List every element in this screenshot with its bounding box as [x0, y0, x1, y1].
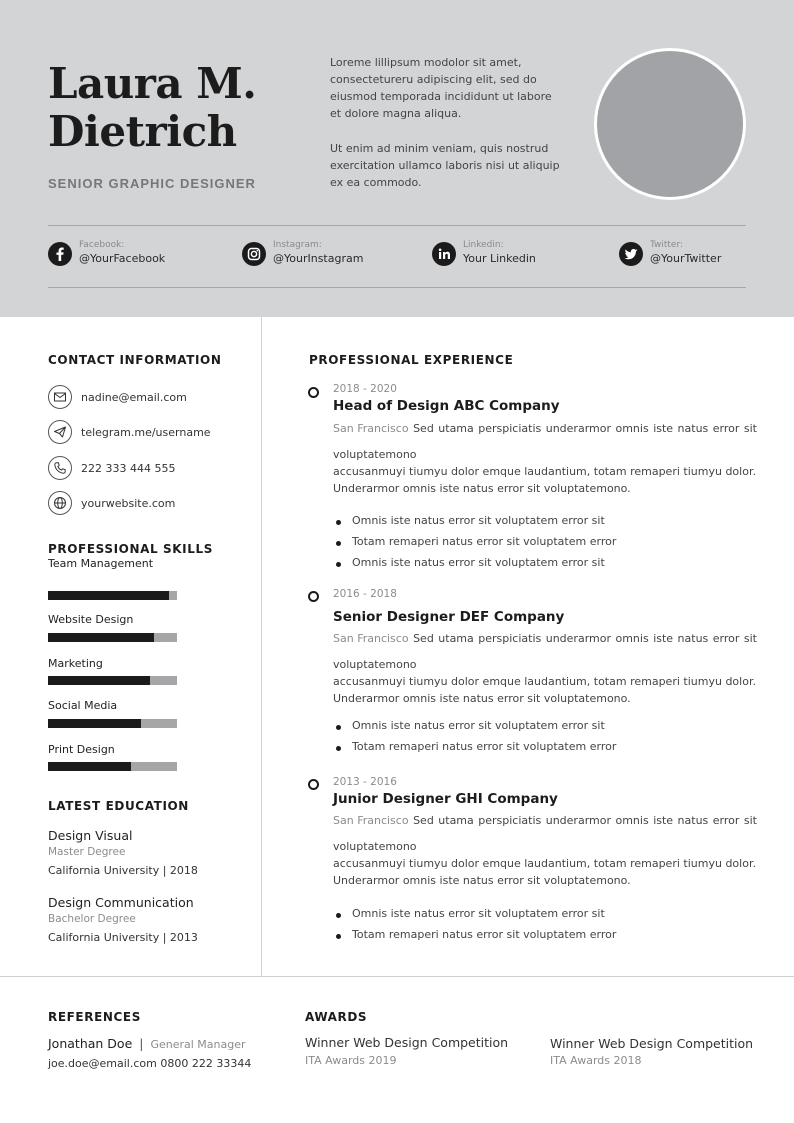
- skill-label: Website Design: [48, 613, 134, 626]
- footer-divider: [0, 976, 794, 977]
- instagram-icon: [242, 242, 266, 266]
- header-divider-bottom: [48, 287, 746, 288]
- bullet-text: Totam remaperi natus error sit voluptatem error: [352, 740, 617, 753]
- job-description-line-4: Underarmor omnis iste natus error sit voluptatemono.: [333, 692, 631, 705]
- social-value: @YourFacebook: [79, 252, 166, 265]
- job-description-line-3: accusanmuyi tiumyu dolor emque laudantium, totam remaperi tiumyu dolor.: [333, 857, 756, 870]
- job-years: 2018 - 2020: [333, 383, 397, 395]
- job-description-line-3: accusanmuyi tiumyu dolor emque laudantium, totam remaperi tiumyu dolor.: [333, 675, 756, 688]
- desc-word: error: [712, 422, 740, 435]
- intro-paragraph-2: Ut enim ad minim veniam, quis nostrud exercitation ullamco laboris nisi ut aliquip ex ea commodo.: [330, 142, 560, 189]
- job-bullet: [336, 928, 616, 941]
- job-bullet: [336, 719, 605, 732]
- education-degree: Master Degree: [48, 846, 126, 858]
- twitter-icon: [619, 242, 643, 266]
- person-name: [48, 60, 256, 156]
- social-facebook[interactable]: [48, 240, 165, 267]
- job-title: Junior Designer GHI Company: [333, 791, 558, 807]
- contact-text: yourwebsite.com: [81, 496, 176, 510]
- social-value: Your Linkedin: [463, 252, 536, 265]
- desc-word: sit: [743, 632, 757, 645]
- social-label: Instagram:: [273, 240, 322, 250]
- globe-icon: [48, 491, 72, 515]
- telegram-icon: [48, 420, 72, 444]
- desc-word: Sed: [413, 814, 434, 827]
- job-bullet: [336, 514, 605, 527]
- contact-email[interactable]: [48, 385, 187, 409]
- timeline-circle: [308, 591, 319, 602]
- bullet-dot: [336, 746, 341, 751]
- education-course: Design Communication: [48, 895, 194, 910]
- award-subtitle: ITA Awards 2019: [305, 1054, 397, 1067]
- job-description-line-1: [333, 812, 757, 829]
- social-value: @YourInstagram: [273, 252, 364, 265]
- desc-word: natus: [677, 422, 709, 435]
- desc-word: natus: [677, 814, 709, 827]
- reference-name: Jonathan Doe: [48, 1036, 133, 1051]
- job-description: [333, 420, 757, 497]
- skill-label: Team Management: [48, 557, 154, 570]
- skill-bar: [48, 633, 177, 642]
- skill-bar-fill: [48, 676, 150, 685]
- job-description-line-1: [333, 420, 757, 437]
- linkedin-icon: [432, 242, 456, 266]
- skill-bar-fill: [48, 633, 154, 642]
- contact-telegram[interactable]: [48, 420, 211, 444]
- social-value: @YourTwitter: [650, 252, 722, 265]
- bullet-text: Omnis iste natus error sit voluptatem error sit: [352, 907, 605, 920]
- awards-section-title: AWARDS: [305, 1010, 368, 1024]
- desc-word: omnis: [615, 632, 649, 645]
- desc-word: sit: [743, 422, 757, 435]
- timeline-circle: [308, 779, 319, 790]
- desc-word: natus: [677, 632, 709, 645]
- desc-word: utama: [438, 632, 474, 645]
- name-line-1: Laura M.: [48, 59, 257, 108]
- education-school: California University | 2013: [48, 931, 198, 944]
- job-years: 2016 - 2018: [333, 588, 397, 600]
- job-role: SENIOR GRAPHIC DESIGNER: [48, 176, 256, 191]
- job-description-line-4: Underarmor omnis iste natus error sit voluptatemono.: [333, 482, 631, 495]
- column-divider: [261, 317, 262, 977]
- skill-bar: [48, 591, 177, 600]
- skill-label: Print Design: [48, 743, 115, 756]
- job-title: Head of Design ABC Company: [333, 398, 560, 414]
- job-bullet: [336, 907, 605, 920]
- job-bullet: [336, 556, 605, 569]
- desc-word: underarmor: [545, 632, 611, 645]
- email-icon: [48, 385, 72, 409]
- job-title: Senior Designer DEF Company: [333, 609, 565, 625]
- skills-section-title: PROFESSIONAL SKILLS: [48, 542, 213, 556]
- reference-position: General Manager: [150, 1038, 246, 1051]
- job-location: San Francisco: [333, 422, 409, 435]
- header-divider-top: [48, 225, 746, 226]
- skill-bar-fill: [48, 719, 141, 728]
- social-twitter[interactable]: [619, 240, 721, 267]
- contact-website[interactable]: [48, 491, 175, 515]
- bullet-text: Totam remaperi natus error sit voluptatem error: [352, 535, 617, 548]
- desc-word: omnis: [615, 422, 649, 435]
- intro-text: [330, 54, 565, 191]
- social-linkedin[interactable]: [432, 240, 536, 267]
- job-description: [333, 630, 757, 707]
- social-instagram[interactable]: [242, 240, 363, 267]
- education-degree: Bachelor Degree: [48, 913, 136, 925]
- skill-bar-fill: [48, 591, 169, 600]
- job-description-line-2: voluptatemono: [333, 448, 417, 461]
- social-label: Linkedin:: [463, 240, 504, 250]
- job-description-line-2: voluptatemono: [333, 840, 417, 853]
- job-description-line-4: Underarmor omnis iste natus error sit voluptatemono.: [333, 874, 631, 887]
- award-subtitle: ITA Awards 2018: [550, 1054, 642, 1067]
- skill-bar: [48, 676, 177, 685]
- contact-section-title: CONTACT INFORMATION: [48, 353, 222, 367]
- job-description-line-2: voluptatemono: [333, 658, 417, 671]
- desc-word: error: [712, 814, 740, 827]
- bullet-text: Omnis iste natus error sit voluptatem error sit: [352, 719, 605, 732]
- job-bullet: [336, 740, 616, 753]
- phone-icon: [48, 456, 72, 480]
- job-description-line-1: [333, 630, 757, 647]
- job-description-line-3: accusanmuyi tiumyu dolor emque laudantium, totam remaperi tiumyu dolor.: [333, 465, 756, 478]
- bullet-text: Omnis iste natus error sit voluptatem error sit: [352, 556, 605, 569]
- profile-photo-placeholder: [594, 48, 746, 200]
- bullet-dot: [336, 913, 341, 918]
- reference-contact: joe.doe@email.com 0800 222 33344: [48, 1057, 252, 1070]
- desc-word: iste: [653, 422, 674, 435]
- contact-text: telegram.me/username: [81, 425, 211, 439]
- desc-word: perspiciatis: [478, 422, 542, 435]
- skill-label: Marketing: [48, 657, 103, 670]
- award-title: Winner Web Design Competition: [550, 1036, 754, 1051]
- desc-word: underarmor: [545, 422, 611, 435]
- reference-name-line: [48, 1036, 246, 1051]
- bullet-dot: [336, 934, 341, 939]
- references-section-title: REFERENCES: [48, 1010, 141, 1024]
- contact-text: nadine@email.com: [81, 390, 187, 404]
- desc-word: perspiciatis: [478, 632, 542, 645]
- job-location: San Francisco: [333, 632, 409, 645]
- desc-word: sit: [743, 814, 757, 827]
- timeline-circle: [308, 387, 319, 398]
- desc-word: error: [712, 632, 740, 645]
- bullet-text: Omnis iste natus error sit voluptatem error sit: [352, 514, 605, 527]
- reference-separator: |: [139, 1036, 144, 1051]
- desc-word: underarmor: [545, 814, 611, 827]
- contact-text: 222 333 444 555: [81, 461, 176, 475]
- bullet-dot: [336, 562, 341, 567]
- skill-label: Social Media: [48, 699, 118, 712]
- desc-word: utama: [438, 814, 474, 827]
- desc-word: Sed: [413, 422, 434, 435]
- education-course: Design Visual: [48, 828, 133, 843]
- education-section-title: LATEST EDUCATION: [48, 799, 189, 813]
- facebook-icon: [48, 242, 72, 266]
- desc-word: Sed: [413, 632, 434, 645]
- education-school: California University | 2018: [48, 864, 198, 877]
- skill-bar: [48, 719, 177, 728]
- social-label: Facebook:: [79, 240, 125, 250]
- experience-section-title: PROFESSIONAL EXPERIENCE: [309, 353, 514, 367]
- job-bullet: [336, 535, 616, 548]
- intro-paragraph-1: Loreme lillipsum modolor sit amet, consectetureru adipiscing elit, sed do eiusmod temporada incididunt ut labore et dolore magna aliqua.: [330, 56, 552, 120]
- desc-word: omnis: [615, 814, 649, 827]
- desc-word: iste: [653, 814, 674, 827]
- contact-phone[interactable]: [48, 456, 175, 480]
- header-banner: [0, 0, 794, 317]
- desc-word: perspiciatis: [478, 814, 542, 827]
- skill-bar: [48, 762, 177, 771]
- bullet-dot: [336, 520, 341, 525]
- award-title: Winner Web Design Competition: [305, 1035, 509, 1050]
- job-years: 2013 - 2016: [333, 776, 397, 788]
- bullet-dot: [336, 725, 341, 730]
- job-description: [333, 812, 757, 889]
- job-location: San Francisco: [333, 814, 409, 827]
- social-label: Twitter:: [650, 240, 684, 250]
- desc-word: utama: [438, 422, 474, 435]
- desc-word: iste: [653, 632, 674, 645]
- bullet-dot: [336, 541, 341, 546]
- skill-bar-fill: [48, 762, 131, 771]
- name-line-2: Dietrich: [48, 107, 237, 156]
- bullet-text: Totam remaperi natus error sit voluptatem error: [352, 928, 617, 941]
